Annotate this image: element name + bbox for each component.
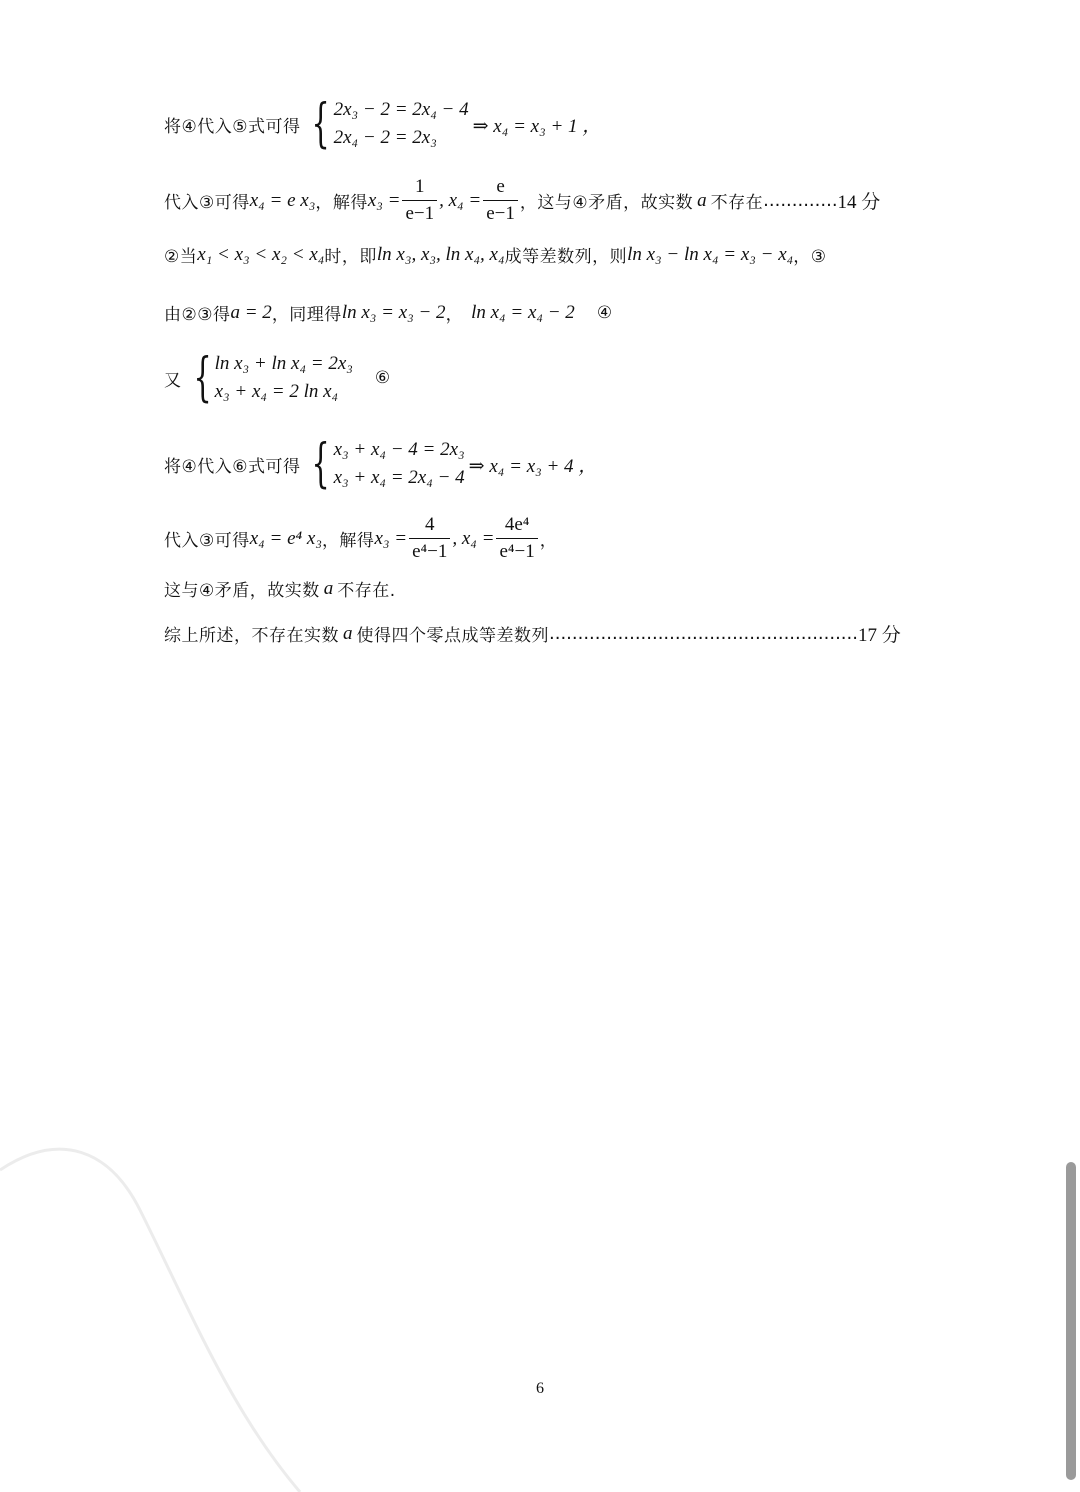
numerator: 4e⁴: [504, 514, 530, 535]
equation: ln x₃ − ln x₄ = x₃ − x₄: [627, 243, 794, 265]
brace: {: [311, 434, 331, 494]
page-curl-shadow: [0, 1130, 320, 1492]
line-substitute-4-6: [164, 434, 598, 494]
equation-row: x₃ + x₄ = 2 ln x₄: [214, 381, 339, 402]
equation: x₄ = e⁴ x₃: [249, 527, 322, 549]
text: ②当: [164, 247, 198, 267]
text: 由②③得: [164, 305, 231, 325]
equation: a = 2: [230, 301, 272, 323]
variable: a: [343, 622, 353, 644]
equation: , x₄ =: [452, 527, 495, 549]
brace: {: [192, 348, 212, 408]
scrollbar-thumb[interactable]: [1066, 1162, 1076, 1480]
equation-row: x₃ + x₄ = 2x₄ − 4: [333, 467, 465, 488]
equation: x₄ = e x₃: [249, 189, 316, 211]
text: 不存在: [710, 193, 764, 213]
equation: x₁ < x₃ < x₂ < x₄: [197, 243, 325, 265]
equation-system: [304, 94, 469, 154]
equation: ln x₃, x₃, ln x₄, x₄: [376, 243, 505, 265]
variable: a: [323, 577, 334, 599]
equation: ⇒ x₄ = x₃ + 1 ，: [472, 115, 602, 137]
denominator: e−1: [483, 200, 518, 225]
equation-row: 2x₃ − 2 = 2x₄ − 4: [333, 99, 469, 120]
variable: a: [697, 189, 707, 211]
text: ，解得: [321, 531, 375, 551]
text: ，解得: [315, 193, 368, 213]
leader-dots: ......................................................: [549, 623, 858, 644]
equation-row: 2x₄ − 2 = 2x₃: [333, 127, 437, 148]
leader-dots: .............: [763, 190, 838, 211]
text: 综上所述，不存在实数: [164, 626, 339, 646]
fraction: [496, 514, 537, 563]
equation: ⇒ x₄ = x₃ + 4 ，: [468, 455, 598, 477]
fraction: [483, 176, 518, 225]
numerator: 4: [424, 514, 435, 535]
fraction: [409, 514, 450, 563]
text: 时，即: [324, 247, 377, 267]
line-solve-2: [164, 514, 557, 563]
line-also: [164, 348, 391, 408]
equation: , x₄ =: [439, 189, 482, 211]
denominator: e⁴−1: [409, 538, 450, 563]
numerator: e: [496, 176, 505, 197]
text: ，这与④矛盾，故实数: [519, 193, 694, 213]
line-case-2: [164, 242, 827, 267]
text: 又: [164, 370, 182, 391]
text: 将④代入⑤式可得: [164, 116, 301, 137]
equation-row: x₃ + x₄ − 4 = 2x₃: [333, 439, 465, 460]
denominator: e−1: [402, 200, 437, 225]
text: 代入③可得: [164, 531, 250, 551]
text: ，③: [793, 247, 827, 267]
equation-row: ln x₃ + ln x₄ = 2x₃: [214, 353, 353, 374]
equation-system: [186, 348, 353, 408]
text: 将④代入⑥式可得: [164, 456, 301, 477]
numerator: 1: [415, 176, 425, 197]
text: 这与④矛盾，故实数: [164, 581, 320, 601]
text: ⑥: [374, 368, 391, 388]
brace: {: [311, 94, 331, 154]
line-from-2-3: [164, 300, 613, 325]
text: 成等差数列，则: [504, 247, 628, 267]
line-solve-1: [164, 176, 880, 225]
text: ④: [596, 302, 613, 323]
equation-system: [304, 434, 465, 494]
fraction: [402, 176, 437, 225]
text: ，同理得: [271, 305, 342, 325]
page-number: 6: [536, 1380, 544, 1397]
denominator: e⁴−1: [496, 538, 537, 563]
text: 不存在.: [337, 581, 396, 601]
line-substitute-4-5: [164, 94, 602, 154]
score: 14 分: [837, 192, 881, 213]
text: ，: [445, 305, 464, 325]
equation: ln x₄ = x₄ − 2: [471, 301, 575, 323]
equation: x₃ =: [374, 527, 408, 549]
line-conclusion: [164, 620, 901, 647]
text: ，: [539, 531, 558, 551]
text: 使得四个零点成等差数列: [356, 626, 549, 646]
score: 17 分: [857, 625, 901, 646]
text: 代入③可得: [164, 193, 250, 213]
line-contradiction: [164, 576, 396, 601]
equation: x₃ =: [367, 189, 401, 211]
equation: ln x₃ = x₃ − 2: [341, 301, 446, 323]
